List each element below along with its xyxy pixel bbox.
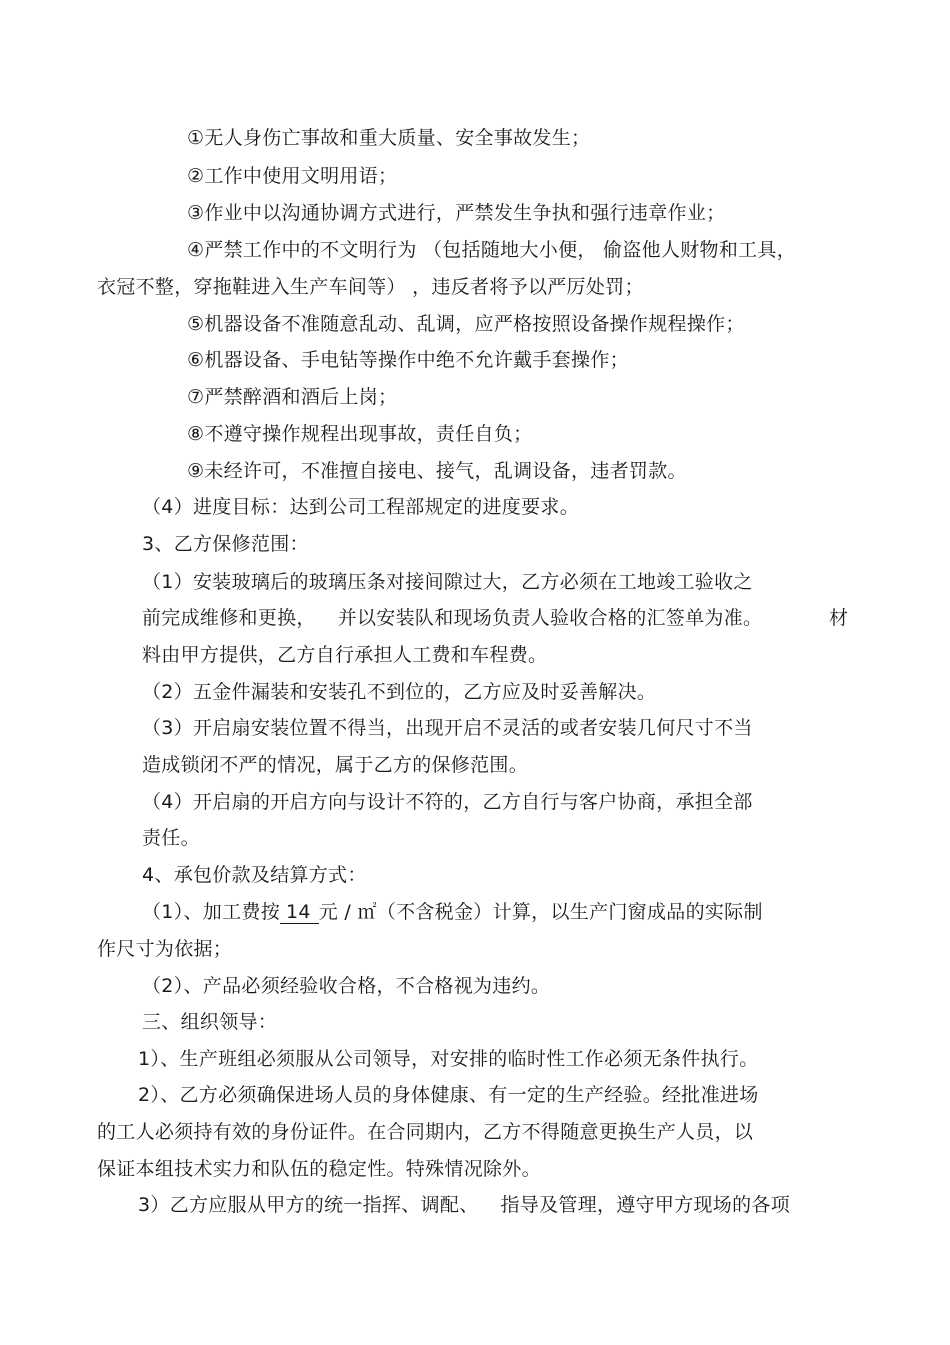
rule-item-8: ⑧不遵守操作规程出现事故，责任自负； [187,423,533,445]
section-4-heading: 4、承包价款及结算方式： [142,864,367,886]
price-item-2: （2）、产品必须经验收合格，不合格视为违约。 [142,975,551,997]
rule-item-2: ②工作中使用文明用语； [187,165,398,187]
rule-item-1: ①无人身伤亡事故和重大质量、安全事故发生； [187,127,591,149]
leadership-item-1: 1）、生产班组必须服从公司领导，对安排的临时性工作必须无条件执行。 [138,1048,759,1070]
price-item-1-prefix: （1）、加工费按 [142,901,280,923]
rule-item-5: ⑤机器设备不准随意乱动、乱调，应严格按照设备操作规程操作； [187,313,745,335]
warranty-item-2: （2）五金件漏装和安装孔不到位的，乙方应及时妥善解决。 [142,681,657,703]
leadership-item-3-part-a: 3）乙方应服从甲方的统一指挥、调配、 [138,1194,479,1216]
rule-item-6: ⑥机器设备、手电钻等操作中绝不允许戴手套操作； [187,349,629,371]
processing-fee-value: 14 [280,901,319,924]
warranty-item-3-line2: 造成锁闭不严的情况，属于乙方的保修范围。 [142,754,529,776]
warranty-item-1-line2 [142,606,762,630]
rule-item-4: ④严禁工作中的不文明行为 （包括随地大小便， 偷盗他人财物和工具， [187,239,797,261]
warranty-item-4-line2: 责任。 [142,827,200,849]
rule-item-9: ⑨未经许可，不准擅自接电、接气，乱调设备，违者罚款。 [187,460,687,482]
price-item-1-line2: 作尺寸为依据； [97,938,233,960]
progress-target: （4）进度目标：达到公司工程部规定的进度要求。 [142,496,579,518]
price-unit: 元 / ㎡ [318,901,377,923]
warranty-item-1-part-c: 材 [829,607,849,629]
rule-item-7: ⑦严禁醉酒和酒后上岗； [187,386,398,408]
leadership-item-3-part-b: 指导及管理，遵守甲方现场的各项 [500,1194,791,1216]
price-item-1 [142,900,763,924]
leadership-item-2-line3: 保证本组技术实力和队伍的稳定性。特殊情况除外。 [97,1158,541,1180]
warranty-item-1-part-b: 并以安装队和现场负责人验收合格的汇签单为准。 [337,607,763,629]
leadership-item-2-line2: 的工人必须持有效的身份证件。在合同期内，乙方不得随意更换生产人员，以 [97,1121,754,1143]
warranty-item-4: （4）开启扇的开启方向与设计不符的，乙方自行与客户协商，承担全部 [142,791,753,813]
warranty-item-3: （3）开启扇安装位置不得当，出现开启不灵活的或者安装几何尺寸不当 [142,717,753,739]
section-three-heading: 三、组织领导： [142,1011,278,1033]
warranty-item-1-part-a: 前完成维修和更换， [142,607,316,629]
price-item-1-suffix: （不含税金）计算，以生产门窗成品的实际制 [376,901,763,923]
rule-item-3: ③作业中以沟通协调方式进行，严禁发生争执和强行违章作业； [187,202,726,224]
section-3-heading: 3、乙方保修范围： [142,533,309,555]
warranty-item-1: （1）安装玻璃后的玻璃压条对接间隙过大，乙方必须在工地竣工验收之 [142,571,753,593]
leadership-item-2: 2）、乙方必须确保进场人员的身体健康、有一定的生产经验。经批准进场 [138,1084,759,1106]
warranty-item-1-line3: 料由甲方提供，乙方自行承担人工费和车程费。 [142,644,548,666]
leadership-item-3 [138,1193,790,1217]
rule-item-4-continued: 衣冠不整，穿拖鞋进入生产车间等） ，违反者将予以严厉处罚； [97,276,644,298]
